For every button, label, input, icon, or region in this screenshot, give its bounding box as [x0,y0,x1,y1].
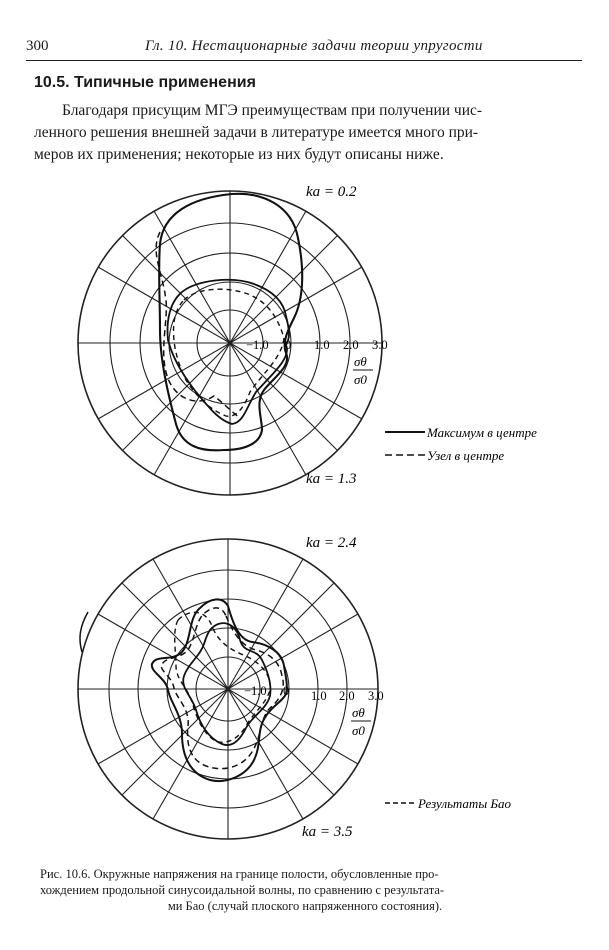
running-title: Гл. 10. Нестационарные задачи теории упругости [145,38,483,54]
paragraph-line: меров их применения; некоторые из них будут описаны ниже. [34,146,444,163]
axis-label-numerator: σθ [354,354,367,369]
axis-label-denominator: σ0 [352,723,365,738]
tick-label: 3.0 [368,689,384,703]
dashed-inner-curve-ka-1-3 [174,289,285,416]
bottom-polar-panel [78,535,512,840]
legend-label: Результаты Бао [418,796,512,811]
legend-top [385,425,537,463]
paragraph-line: Благодаря присущим МГЭ преимуществам при получении чис- [62,102,483,119]
caption-line: хождением продольной синусоидальной волны, по сравнению с результата- [40,883,445,897]
tick-label: 1.0 [311,689,327,703]
figure-caption [40,866,570,914]
caption-line: Рис. 10.6. Окружные напряжения на границе полости, обусловленные про- [40,867,439,881]
top-polar-panel [78,184,537,495]
legend-label: Максимум в центре [427,425,537,440]
caption-line: ми Бао (случай плоского напряженного состояния). [167,899,443,913]
axis-label-denominator: σ0 [354,372,367,387]
tick-labels [246,338,388,352]
solid-curve-ka-0-2 [159,194,302,451]
tick-label: 2.0 [343,338,359,352]
tick-label: 1.0 [314,338,330,352]
tick-label: 0 [285,338,292,352]
tick-label: −1.0 [244,684,267,698]
paragraph-line: ленного решения внешней задачи в литературе имеется много при- [34,124,479,141]
ka-label-top: ka = 0.2 [306,184,357,200]
ka-label-bottom: ka = 1.3 [306,471,357,487]
ka-label-bottom: ka = 3.5 [302,824,353,840]
tick-label: 3.0 [372,338,388,352]
tick-label: 2.0 [339,689,355,703]
tick-label: −1.0 [246,338,269,352]
tick-label: 0 [283,684,290,698]
axis-label-numerator: σθ [352,705,365,720]
legend-label: Узел в центре [427,448,505,463]
ka-label-top: ka = 2.4 [306,535,357,551]
page-number: 300 [26,38,49,54]
section-title: 10.5. Типичные применения [34,74,256,91]
polar-grid [78,539,378,839]
legend-bottom [385,796,512,811]
